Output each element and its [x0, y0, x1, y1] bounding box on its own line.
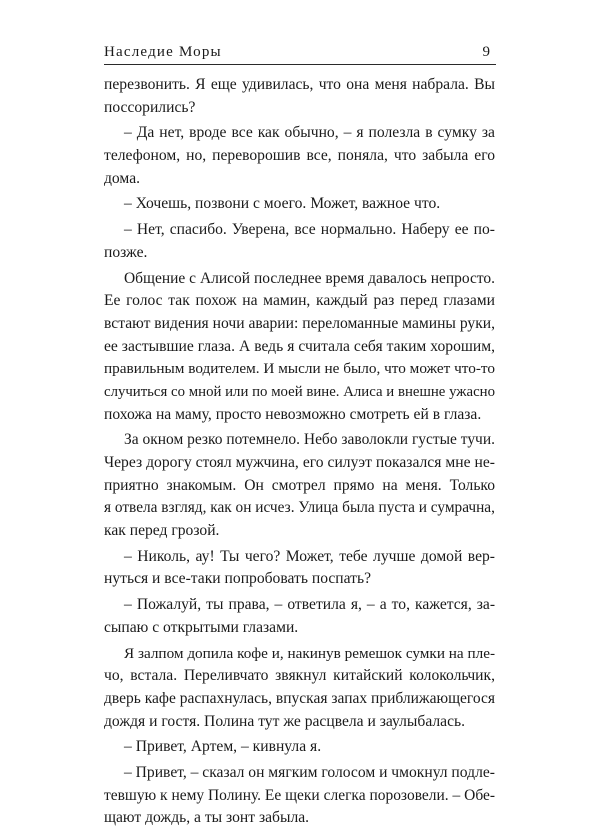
text-line: перезвонить. Я еще удивилась, что она меня набрала. Вы	[104, 76, 495, 93]
text-line: приятно знакомым. Он смотрел прямо на меня. Только	[104, 476, 496, 494]
text-line: нуться и все-таки попробовать поспать?	[104, 570, 372, 588]
text-line: поссорились?	[104, 98, 196, 116]
text-line: тевшую к нему Полину. Ее щеки слегка порозовели. – Обе-	[104, 786, 496, 804]
text-line: – Хочешь, позвони с моего. Может, важное что.	[124, 195, 441, 213]
body-text	[104, 74, 496, 830]
text-line: – Привет, – сказал он мягким голосом и чмокнул подле-	[124, 763, 495, 781]
running-head	[104, 40, 496, 64]
text-line: сыпаю с открытыми глазами.	[104, 618, 299, 636]
text-line: дождя и гостя. Полина тут же расцвела и заулыбалась.	[104, 712, 466, 730]
text-line: случиться со мной или по моей вине. Алиса и внешне ужасно	[104, 383, 495, 400]
text-line: – Пожалуй, ты права, – ответила я, – а то, кажется, за-	[124, 596, 496, 614]
text-line: ее застывшие глаза. А ведь я считала себя таким хорошим,	[104, 337, 495, 355]
text-line: дверь кафе распахнулась, впуская запах приближающегося	[104, 689, 496, 707]
text-line: Ее голос так похож на мамин, каждый раз перед глазами	[104, 292, 495, 310]
page-number: 9	[482, 44, 490, 60]
text-line: – Да нет, вроде все как обычно, – я полезла в сумку за	[124, 124, 495, 142]
text-line: Через дорогу стоял мужчина, его силуэт показался мне не-	[104, 454, 495, 471]
text-line: Я залпом допила кофе и, накинув ремешок сумки на пле-	[124, 644, 496, 662]
text-line: встают видения ночи аварии: переломанные мамины руки,	[104, 314, 496, 332]
text-line: щают дождь, а ты зонт забыла.	[104, 809, 310, 827]
text-line: За окном резко потемнело. Небо заволокли густые тучи.	[124, 431, 495, 449]
text-line: – Привет, Артем, – кивнула я.	[124, 738, 322, 756]
text-line: я отвела взгляд, как он исчез. Улица была пуста и сумрачна,	[104, 499, 495, 517]
text-line: как перед грозой.	[104, 522, 220, 540]
text-line: правильным водителем. И мысли не было, что может что-то	[104, 360, 495, 378]
book-page	[104, 0, 496, 827]
text-line: дома.	[104, 169, 141, 187]
header-rule	[104, 64, 496, 65]
text-line: Общение с Алисой последнее время давалось непросто.	[124, 269, 496, 287]
text-line: чо, встала. Переливчато звякнул китайский колокольчик,	[104, 667, 495, 685]
text-line: – Нет, спасибо. Уверена, все нормально. Наберу ее по-	[124, 221, 495, 239]
text-line: – Николь, ау! Ты чего? Может, тебе лучше домой вер-	[124, 547, 495, 565]
book-title: Наследие Моры	[104, 44, 222, 60]
text-line: похожа на маму, просто невозможно смотреть ей в глаза.	[104, 405, 482, 423]
text-line: позже.	[104, 243, 148, 261]
text-line: телефоном, но, переворошив все, поняла, что забыла его	[104, 147, 496, 165]
